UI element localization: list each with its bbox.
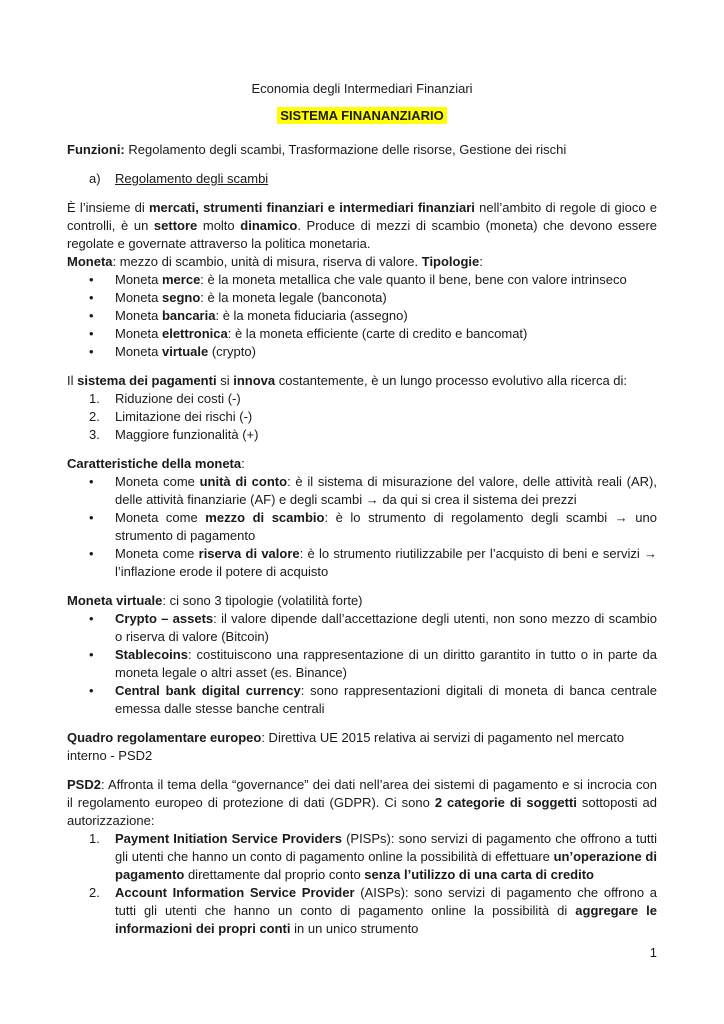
- text-run: Moneta come: [115, 474, 200, 489]
- text-run: : è lo strumento riutilizzabile per l’acquisto di beni e servizi → l’inflazione erode il potere di acquisto: [115, 546, 658, 579]
- text-run: in un unico strumento: [290, 921, 419, 936]
- text-run: 2 categorie di soggetti: [434, 795, 577, 810]
- text-run: nell’ambito di regole di gioco e controlli, è un: [67, 200, 658, 233]
- bullet-icon: •: [89, 474, 94, 489]
- section-a-title: Regolamento degli scambi: [115, 171, 269, 186]
- text-run: Moneta: [115, 308, 162, 323]
- bullet-text: [115, 509, 657, 545]
- text-run: : ci sono 3 tipologie (volatilità forte): [162, 593, 363, 608]
- text-run: Caratteristiche della moneta: [67, 456, 242, 471]
- text-run: . Produce di mezzi di scambio (moneta) che devono essere regolate e governate attraverso la politica monetaria.: [67, 218, 658, 251]
- text-run: PSD2: [67, 777, 101, 792]
- text-run: È l’insieme di: [67, 200, 149, 215]
- text-run: Account Information Service Provider: [115, 885, 355, 900]
- text-run: : Direttiva UE 2015 relativa ai servizi di pagamento nel mercato interno - PSD2: [67, 730, 625, 763]
- text-run: aggregare le informazioni dei propri conti: [115, 903, 657, 936]
- list-text: [115, 830, 657, 884]
- text-run: Stablecoins: [115, 647, 188, 662]
- list-number: 1.: [89, 391, 100, 406]
- text-run: virtuale: [161, 344, 209, 359]
- list-item: [89, 509, 657, 545]
- list-item: [89, 426, 657, 444]
- bullet-text: [115, 473, 657, 509]
- text-run: (AISPs): sono servizi di pagamento che offrono a tutti gli utenti che hanno un conto di pagamento online la possibilità di: [115, 885, 657, 918]
- paragraph-intro: [67, 199, 657, 253]
- text-run: merce: [161, 272, 201, 287]
- text-run: : è il sistema di misurazione del valore, delle attività reali (AR), delle attività finanziarie (AF) e degli scambi → da qui si crea il sistema dei prezzi: [115, 474, 657, 507]
- bullet-text: [115, 325, 657, 343]
- list-text: Limitazione dei rischi (-): [115, 409, 253, 424]
- text-run: Il: [67, 373, 78, 388]
- bullet-text: [115, 610, 657, 646]
- list-number: 1.: [89, 831, 100, 846]
- list-item: [89, 884, 657, 938]
- list-item: [89, 682, 657, 718]
- page-number: 1: [649, 945, 657, 960]
- text-run: : costituiscono una rappresentazione di un diritto garantito in tutto o in parte da moneta legale o altri asset (es. Binance): [115, 647, 657, 680]
- paragraph-caratteristiche: [67, 455, 657, 473]
- section-a-heading: [89, 170, 657, 188]
- numbered-list-pagamenti: [67, 390, 657, 444]
- text-run: :: [241, 456, 245, 471]
- list-text: [115, 884, 657, 938]
- list-item: [89, 610, 657, 646]
- list-item: [89, 271, 657, 289]
- list-item: [89, 545, 657, 581]
- funzioni-label: Funzioni:: [67, 142, 125, 157]
- text-run: Moneta: [115, 290, 162, 305]
- paragraph-psd2: [67, 776, 657, 830]
- highlighted-heading: SISTEMA FINANANZIARIO: [277, 107, 446, 124]
- text-run: (crypto): [208, 344, 256, 359]
- text-run: direttamente dal proprio conto: [184, 867, 365, 882]
- text-run: Moneta come: [115, 546, 199, 561]
- text-run: un’operazione di pagamento: [115, 849, 657, 882]
- bullet-icon: •: [89, 272, 94, 287]
- text-run: (PISPs): sono servizi di pagamento che offrono a tutti gli utenti che hanno un conto di pagamento online la possibilità di effettuare: [115, 831, 657, 864]
- list-item: [89, 390, 657, 408]
- text-run: mezzo di scambio: [205, 510, 325, 525]
- bullet-text: [115, 343, 657, 361]
- bullet-icon: •: [89, 326, 94, 341]
- list-item: [89, 473, 657, 509]
- text-run: Moneta: [115, 272, 162, 287]
- bullet-icon: •: [89, 683, 94, 698]
- text-run: molto: [197, 218, 241, 233]
- text-run: settore: [153, 218, 198, 233]
- list-item: [89, 289, 657, 307]
- text-run: sistema dei pagamenti: [77, 373, 217, 388]
- funzioni-text: Regolamento degli scambi, Trasformazione delle risorse, Gestione dei rischi: [124, 142, 567, 157]
- paragraph-quadro: [67, 729, 657, 765]
- bullet-icon: •: [89, 308, 94, 323]
- text-run: : mezzo di scambio, unità di misura, riserva di valore.: [112, 254, 422, 269]
- text-run: segno: [161, 290, 201, 305]
- paragraph-pagamenti: [67, 372, 657, 390]
- bullet-icon: •: [89, 611, 94, 626]
- bullet-icon: •: [89, 290, 94, 305]
- text-run: dinamico: [240, 218, 298, 233]
- text-run: : è lo strumento di regolamento degli scambi → uno strumento di pagamento: [115, 510, 657, 543]
- text-run: Central bank digital currency: [115, 683, 301, 698]
- bullet-list-caratteristiche: [67, 473, 657, 581]
- text-run: : è la moneta efficiente (carte di credito e bancomat): [227, 326, 528, 341]
- text-run: : è la moneta legale (banconota): [200, 290, 387, 305]
- paragraph-moneta: [67, 253, 657, 271]
- text-run: innova: [233, 373, 276, 388]
- text-run: :: [479, 254, 483, 269]
- text-run: sottoposti ad autorizzazione:: [67, 795, 657, 828]
- text-run: costantemente, è un lungo processo evolutivo alla ricerca di:: [275, 373, 628, 388]
- text-run: elettronica: [161, 326, 228, 341]
- list-item: [89, 830, 657, 884]
- text-run: Moneta virtuale: [67, 593, 163, 608]
- bullet-icon: •: [89, 647, 94, 662]
- bullet-icon: •: [89, 344, 94, 359]
- paragraph-virtuale: [67, 592, 657, 610]
- list-text: Riduzione dei costi (-): [115, 391, 241, 406]
- list-item: [89, 646, 657, 682]
- bullet-list-virtuale: [67, 610, 657, 718]
- list-number: 3.: [89, 427, 100, 442]
- bullet-icon: •: [89, 510, 94, 525]
- list-number: 2.: [89, 409, 100, 424]
- paragraph-funzioni: [67, 141, 657, 159]
- text-run: Tipologie: [421, 254, 480, 269]
- text-run: : è la moneta fiduciaria (assegno): [215, 308, 408, 323]
- list-text: Maggiore funzionalità (+): [115, 427, 259, 442]
- text-run: : il valore dipende dall’accettazione degli utenti, non sono mezzo di scambio o riserva di valore (Bitcoin): [115, 611, 658, 644]
- section-a-marker: a): [89, 171, 101, 186]
- bullet-text: [115, 289, 657, 307]
- bullet-text: [115, 646, 657, 682]
- bullet-list-tipologie: [67, 271, 657, 361]
- document-content: [67, 80, 657, 949]
- bullet-text: [115, 682, 657, 718]
- list-item: [89, 325, 657, 343]
- numbered-list-psd2: [67, 830, 657, 938]
- text-run: Moneta: [115, 344, 162, 359]
- doc-heading-line: [67, 107, 657, 125]
- text-run: Quadro regolamentare europeo: [67, 730, 262, 745]
- list-item: [89, 307, 657, 325]
- bullet-text: [115, 307, 657, 325]
- list-number: 2.: [89, 885, 100, 900]
- doc-title: Economia degli Intermediari Finanziari: [251, 81, 473, 96]
- text-run: : Affronta il tema della “governance” dei dati nell’area dei sistemi di pagamento e si incrocia con il regolamento europeo di protezione di dati (GDPR). Ci sono: [67, 777, 657, 810]
- bullet-icon: •: [89, 546, 94, 561]
- bullet-text: [115, 271, 657, 289]
- text-run: : è la moneta metallica che vale quanto il bene, bene con valore intrinseco: [200, 272, 627, 287]
- text-run: bancaria: [161, 308, 216, 323]
- text-run: unità di conto: [199, 474, 288, 489]
- text-run: Moneta: [67, 254, 113, 269]
- text-run: senza l’utilizzo di una carta di credito: [364, 867, 594, 882]
- list-item: [89, 343, 657, 361]
- text-run: : sono rappresentazioni digitali di moneta di banca centrale emessa dalle stesse banche centrali: [115, 683, 657, 716]
- text-run: Payment Initiation Service Providers: [115, 831, 342, 846]
- text-run: Moneta come: [115, 510, 206, 525]
- text-run: Moneta: [115, 326, 162, 341]
- text-run: si: [216, 373, 234, 388]
- list-item: [89, 408, 657, 426]
- bullet-text: [115, 545, 657, 581]
- text-run: mercati, strumenti finanziari e intermediari finanziari: [149, 200, 475, 215]
- text-run: Crypto – assets: [115, 611, 214, 626]
- text-run: riserva di valore: [198, 546, 300, 561]
